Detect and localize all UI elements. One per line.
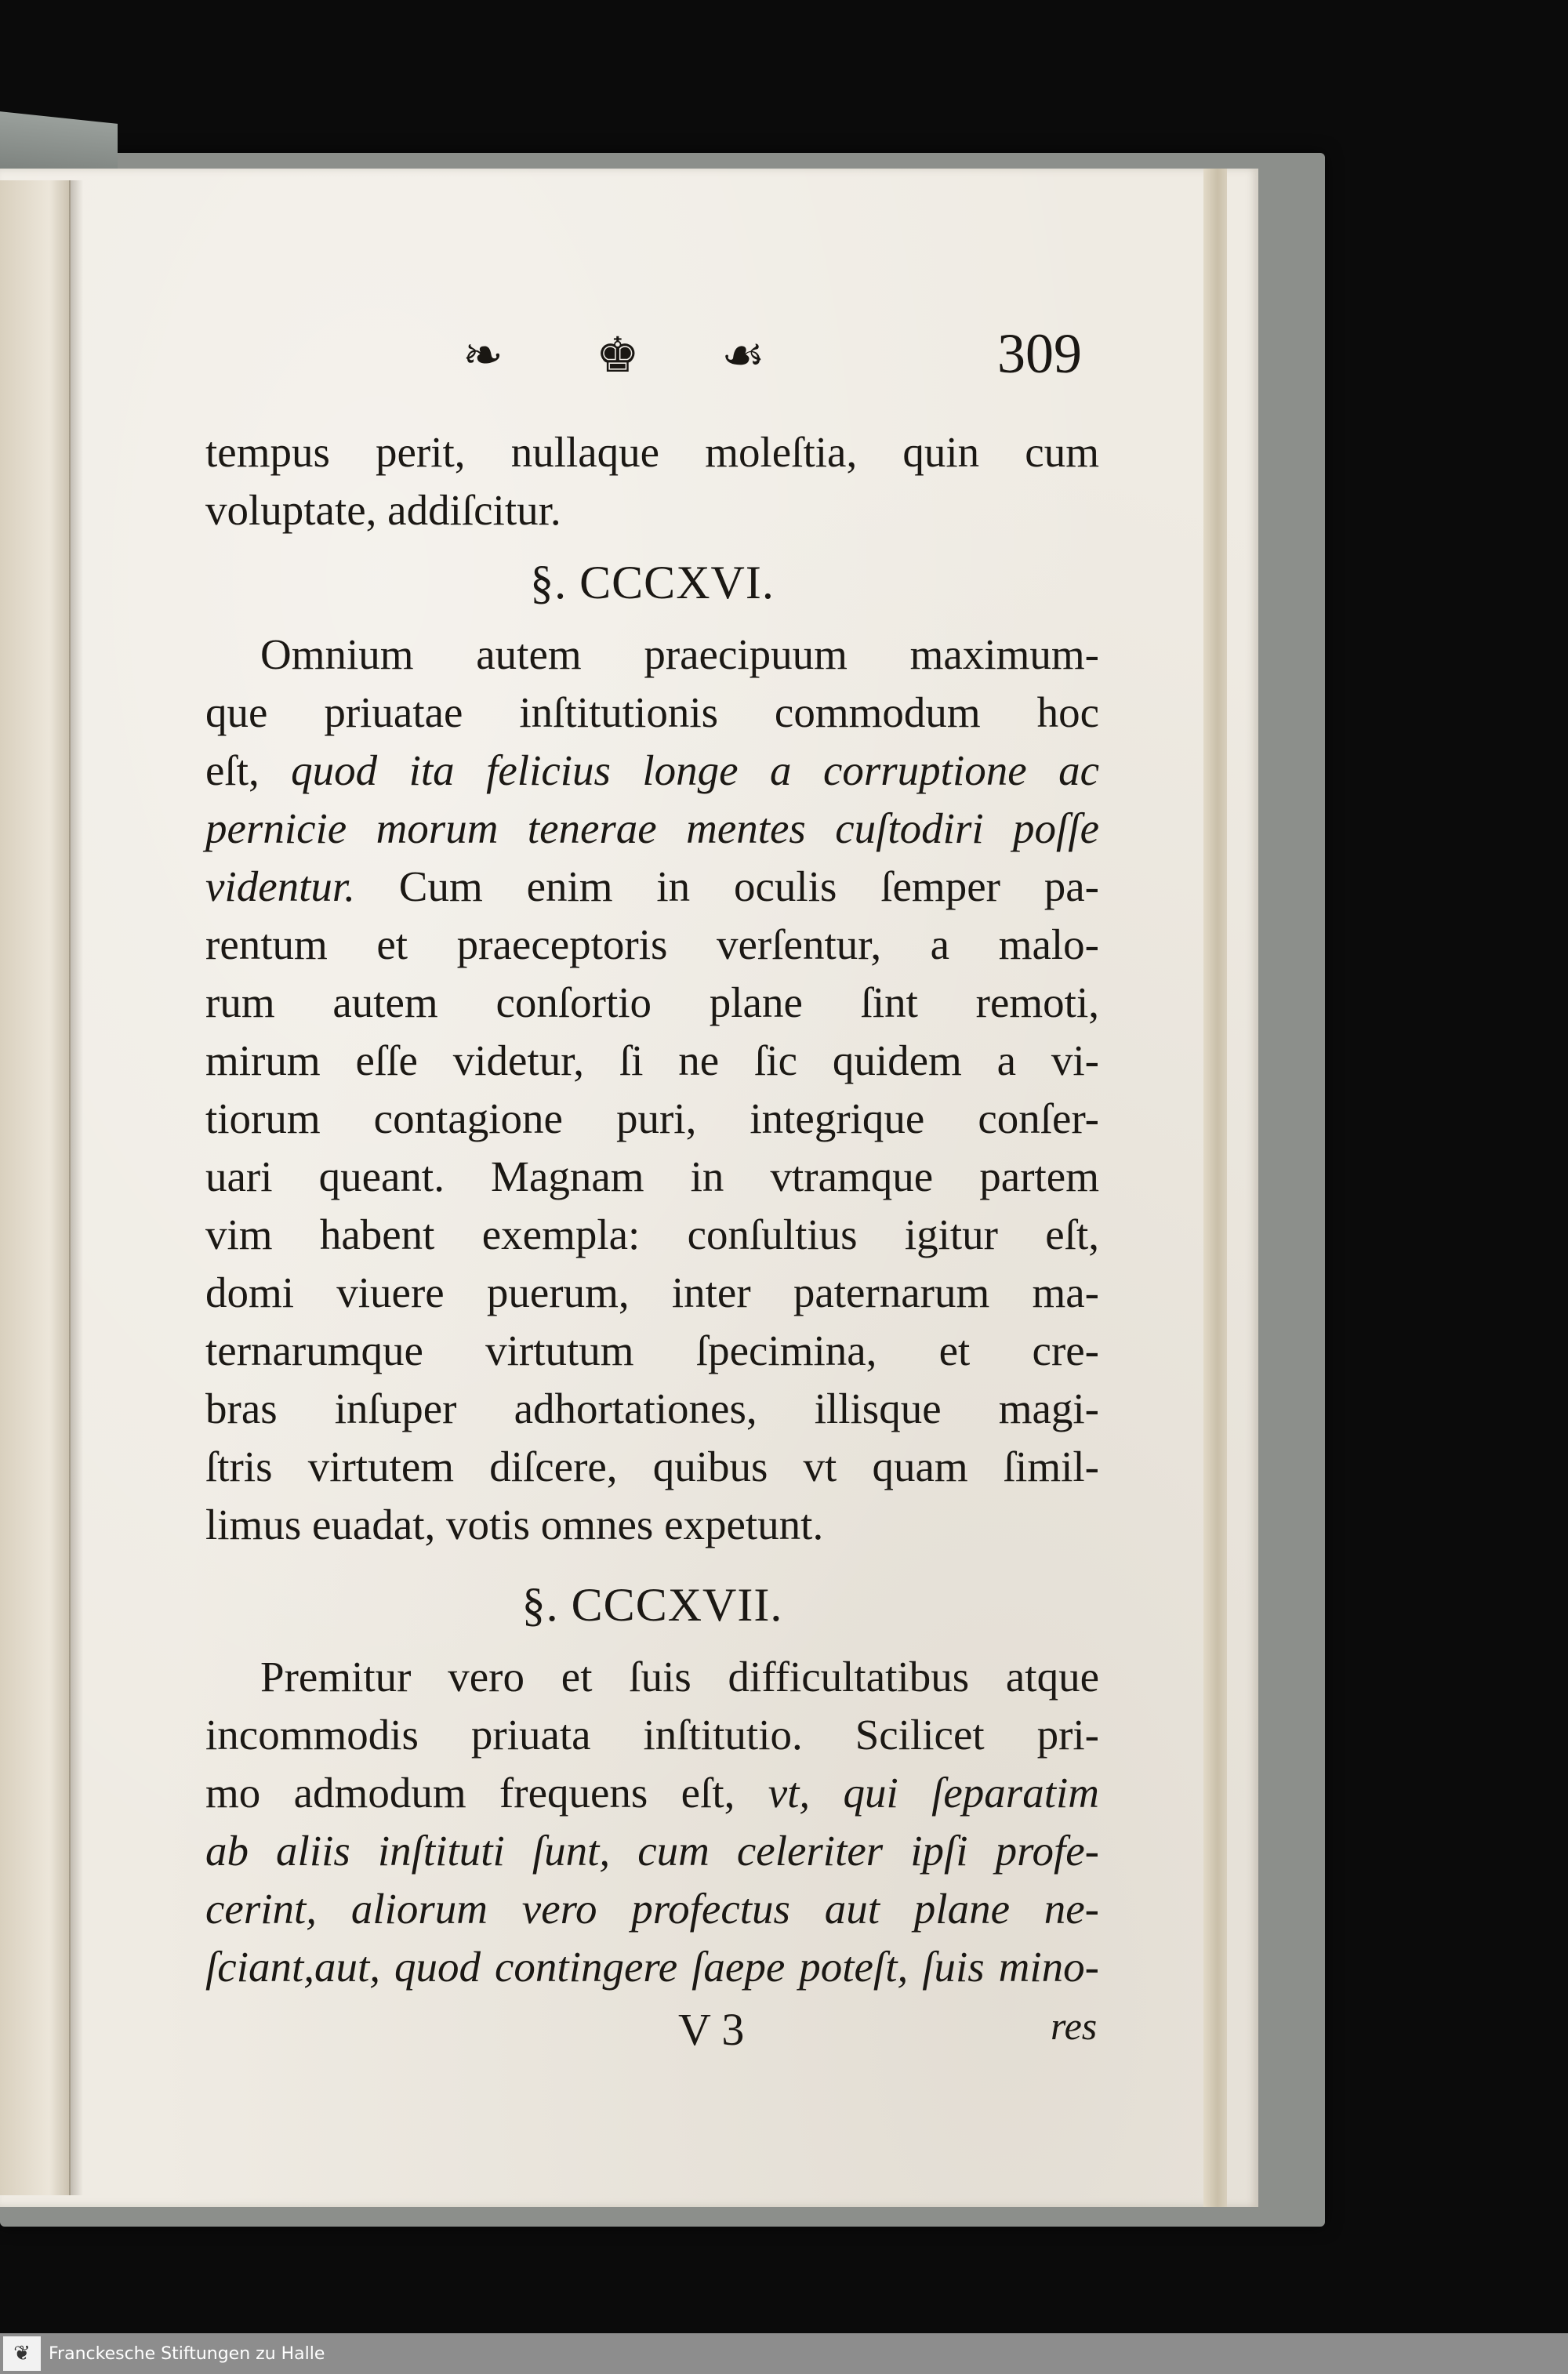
section-316-body <box>205 626 1099 1554</box>
text-line: ab aliis inſtituti ſunt, cum celeriter ipſi profe- <box>205 1827 1099 1875</box>
text-line: uari queant. Magnam in vtramque partem <box>205 1153 1099 1200</box>
text-line: que priuatae inſtitutionis commodum hoc <box>205 688 1099 736</box>
text-line: bras inſuper adhortationes, illisque magi- <box>205 1385 1099 1432</box>
text-block <box>205 423 1099 1996</box>
library-logo-icon: ❦ <box>3 2336 41 2371</box>
text-line: limus euadat, votis omnes expetunt. <box>205 1501 824 1548</box>
section-317-body <box>205 1648 1099 1996</box>
text-line: cerint, aliorum vero profectus aut plane ne- <box>205 1885 1099 1933</box>
text-line: videntur. Cum enim in oculis ſemper pa- <box>205 862 1099 910</box>
catchword: res <box>1051 2004 1098 2048</box>
gutter-shadow <box>69 180 83 2195</box>
fleuron-right-icon: ☙ <box>721 326 765 383</box>
page-edge <box>1203 169 1227 2207</box>
library-footer-bar <box>0 2333 1568 2374</box>
text-line: voluptate, addiſcitur. <box>205 486 561 534</box>
signature-mark: V 3 <box>678 2004 745 2055</box>
text-line: eſt, quod ita felicius longe a corruptione ac <box>205 746 1099 794</box>
text-line: incommodis priuata inſtitutio. Scilicet pri- <box>205 1711 1099 1759</box>
section-heading-316: §. CCCXVI. <box>530 557 775 608</box>
fleuron-left-icon: ❧ <box>463 326 503 383</box>
text-line: ſciant,aut, quod contingere ſaepe poteſt, ſuis mino- <box>205 1943 1099 1991</box>
section-heading-317: §. CCCXVII. <box>521 1579 783 1631</box>
text-line: tempus perit, nullaque moleſtia, quin cum <box>205 428 1099 476</box>
text-line: Omnium autem praecipuum maximum- <box>260 630 1099 678</box>
text-line: mo admodum frequens eſt, vt, qui ſeparatim <box>205 1769 1099 1817</box>
text-line: rum autem conſortio plane ſint remoti, <box>205 978 1099 1026</box>
opening-lines <box>205 423 1099 539</box>
page-number: 309 <box>997 322 1082 385</box>
text-line: rentum et praeceptoris verſentur, a malo- <box>205 920 1099 968</box>
text-line: tiorum contagione puri, integrique conſer- <box>205 1094 1099 1142</box>
library-name: Franckesche Stiftungen zu Halle <box>49 2343 325 2364</box>
text-line: mirum eſſe videtur, ſi ne ſic quidem a vi- <box>205 1036 1099 1084</box>
text-line: ternarumque virtutum ſpecimina, et cre- <box>205 1327 1099 1374</box>
text-line: vim habent exempla: conſultius igitur eſt, <box>205 1211 1099 1258</box>
page-header <box>439 321 1082 408</box>
text-line: Premitur vero et ſuis difficultatibus atque <box>260 1653 1099 1701</box>
facing-page-edge <box>0 180 71 2195</box>
text-line: pernicie morum tenerae mentes cuſtodiri poſſe <box>205 804 1099 852</box>
crown-ornament-icon: ♚ <box>596 326 640 383</box>
text-line: ſtris virtutem diſcere, quibus vt quam ſimil- <box>205 1443 1099 1490</box>
text-line: domi viuere puerum, inter paternarum ma- <box>205 1269 1099 1316</box>
